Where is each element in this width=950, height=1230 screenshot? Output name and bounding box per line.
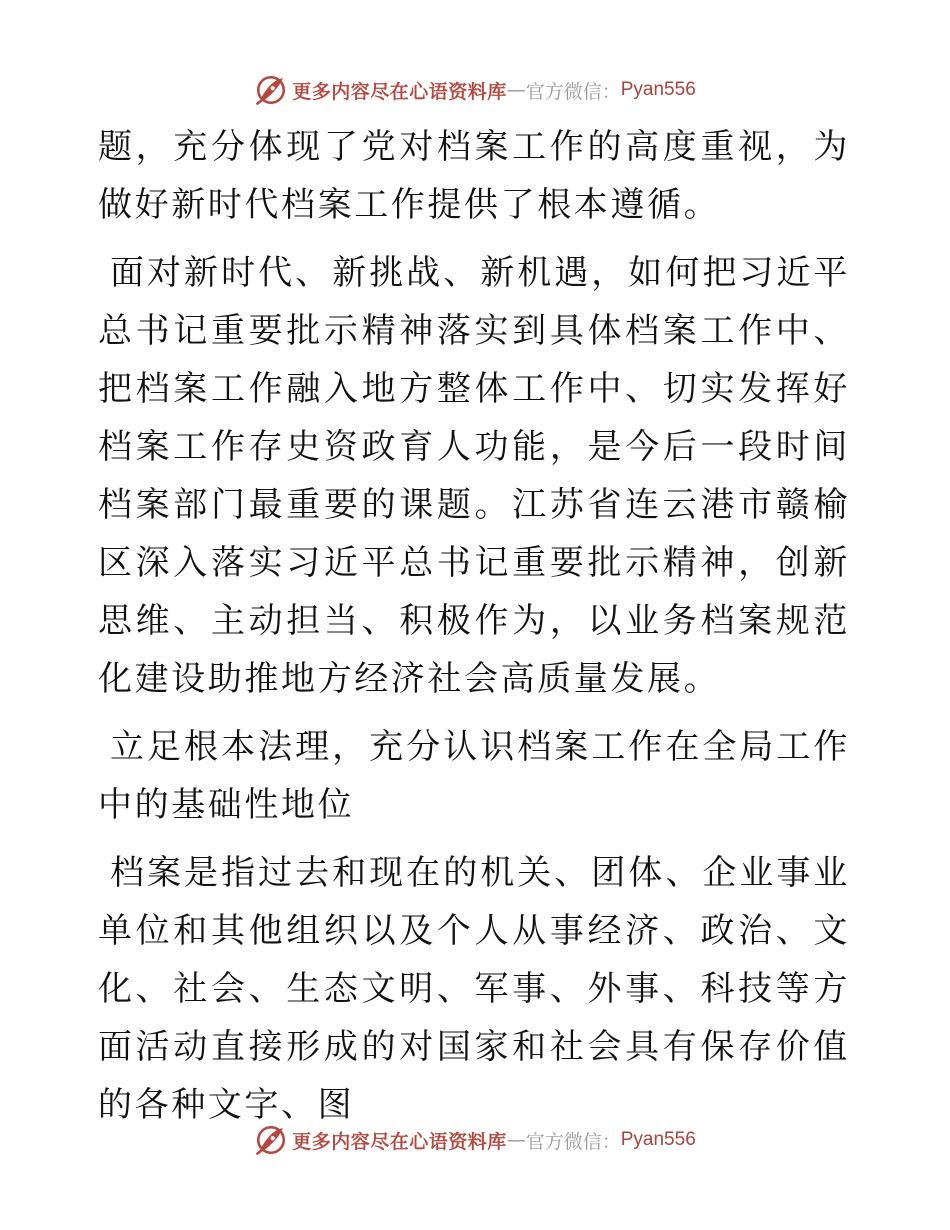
footer-wechat-label: 官方微信： — [525, 1130, 621, 1153]
paragraph-1: 题，充分体现了党对档案工作的高度重视，为做好新时代档案工作提供了根本遵循。 — [98, 127, 850, 225]
header-wechat-id: Pyan556 — [620, 79, 696, 100]
footer-wechat-id: Pyan556 — [620, 1129, 696, 1150]
header-separator: — — [506, 79, 526, 101]
header-site-text: 更多内容尽在心语资料库 — [292, 80, 507, 103]
header-wechat-label: 官方微信： — [525, 80, 621, 103]
footer-site-text: 更多内容尽在心语资料库 — [292, 1130, 507, 1153]
pen-nib-circle-icon — [254, 73, 288, 107]
footer-separator: — — [506, 1129, 526, 1151]
paragraph-2: 面对新时代、新挑战、新机遇，如何把习近平总书记重要批示精神落实到具体档案工作中、把档案工作融入地方整体工作中、切实发挥好档案工作存史资政育人功能，是今后一段时间档案部门最重要的课题。江苏省连云港市赣榆区深入落实习近平总书记重要批示精神，创新思维、主动担当、积极作为，以业务档案规范化建设助推地方经济社会高质量发展。 — [98, 253, 850, 699]
footer-watermark — [0, 1120, 950, 1160]
pen-nib-circle-icon — [254, 1123, 288, 1157]
document-body — [98, 118, 850, 1144]
paragraph-3: 档案是指过去和现在的机关、团体、企业事业单位和其他组织以及个人从事经济、政治、文化、社会、生态文明、军事、外事、科技等方面活动直接形成的对国家和社会具有保存价值的各种文字、图 — [98, 853, 850, 1125]
header-watermark — [0, 70, 950, 110]
section-heading: 立足根本法理，充分认识档案工作在全局工作中的基础性地位 — [98, 727, 850, 825]
